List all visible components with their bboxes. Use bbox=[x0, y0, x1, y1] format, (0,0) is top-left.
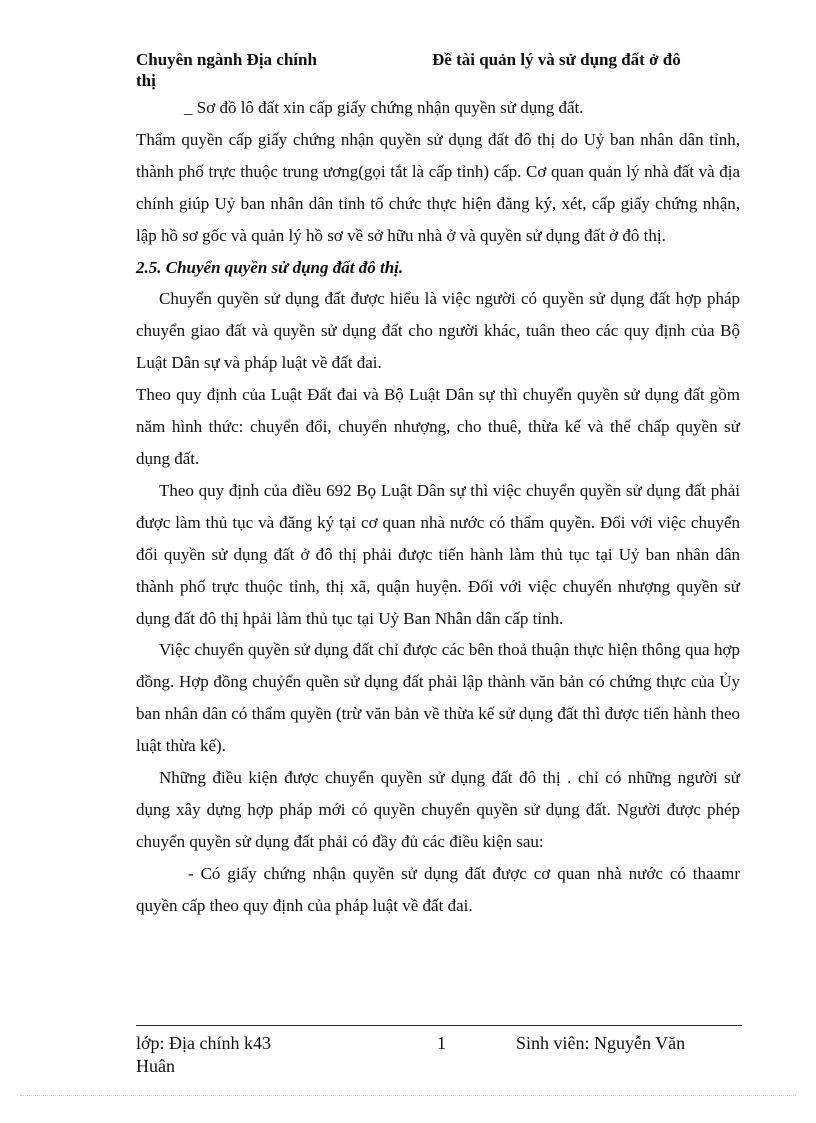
paragraph-procedure: Theo quy định của điều 692 Bọ Luật Dân sự thì việc chuyển quyền sử dụng đất phải được làm thủ tục và đăng ký tại cơ quan nhà nước có thẩm quyền. Đối với việc chuyển đổi quyền sử dụng đất ở đô thị phải được tiến hành làm thủ tục tại Uỷ ban nhân dân thành phố trực thuộc tỉnh, thị xã, quận huyện. Đối với việc chuyển nhượng quyền sử dụng đất đô thị hpải làm thủ tục tại Uỷ Ban Nhân dân cấp tỉnh. bbox=[136, 480, 740, 628]
header-topic: Đề tài quản lý và sử dụng đất ở đô bbox=[432, 50, 681, 69]
footer-divider bbox=[136, 1025, 742, 1026]
header-topic-wrap: thị bbox=[136, 71, 156, 90]
paragraph-definition: Chuyển quyền sử dụng đất được hiểu là việc người có quyền sử dụng đất hợp pháp chuyển giao đất và quyền sử dụng đất cho người khác, tuân theo các quy định của Bộ Luật Dân sự và pháp luật về đất đai. bbox=[136, 289, 740, 373]
paragraph-conditions: Những điều kiện được chuyển quyền sử dụng đất đô thị . chỉ có những người sử dụng xây dựng hợp pháp mới có quyền chuyển quyền sử dụng đất. Người được phép chuyển quyền sử dụng đất phải có đầy đủ các điều kiện sau: bbox=[136, 768, 740, 851]
page-bottom-edge bbox=[20, 1095, 796, 1096]
footer-student: Sinh viên: Nguyễn Văn bbox=[516, 1033, 686, 1053]
paragraph-plot-diagram: _ Sơ đồ lô đất xin cấp giấy chứng nhận quyền sử dụng đất. bbox=[184, 98, 584, 117]
paragraph-contract: Việc chuyển quyền sử dụng đất chỉ được các bên thoả thuận thực hiện thông qua hợp đồng. Hợp đồng chuỷển quền sử dụng đất phải lập thành văn bản có chứng thực của Ủy ban nhân dân có thẩm quyền (trừ văn bản về thừa kế sử dụng đất thì được tiến hành theo luật thừa kế). bbox=[136, 640, 740, 756]
footer-class: lớp: Địa chính k43 bbox=[136, 1033, 271, 1053]
paragraph-authority: Thẩm quyền cấp giấy chứng nhận quyền sử dụng đất đô thị do Uỷ ban nhân dân tỉnh, thành phố trực thuộc trung ương(gọi tắt là cấp tỉnh) cấp. Cơ quan quản lý nhà đất và địa chính giúp Uỷ ban nhân dân tỉnh tổ chức thực hiện đăng ký, xét, cấp giấy chứng nhận, lập hồ sơ gốc và quản lý hồ sơ về sở hữu nhà ở và quyền sử dụng đất ở đô thị. bbox=[136, 129, 740, 245]
paragraph-forms: Theo quy định của Luật Đất đai và Bộ Luật Dân sự thì chuyển quyền sử dụng đất gồm năm hình thức: chuyển đổi, chuyển nhượng, cho thuê, thừa kế và thế chấp quyền sử dụng đất. bbox=[136, 385, 740, 468]
document-body bbox=[136, 92, 740, 922]
page-number: 1 bbox=[437, 1033, 446, 1053]
footer-student-wrap: Huân bbox=[136, 1056, 175, 1076]
paragraph-certificate-condition: - Có giấy chứng nhận quyền sử dụng đất được cơ quan nhà nước có thaamr quyền cấp theo quy định của pháp luật về đất đai. bbox=[136, 863, 740, 915]
section-heading: 2.5. Chuyển quyền sử dụng đất đô thị. bbox=[136, 257, 404, 277]
header-major: Chuyên ngành Địa chính bbox=[136, 50, 317, 69]
